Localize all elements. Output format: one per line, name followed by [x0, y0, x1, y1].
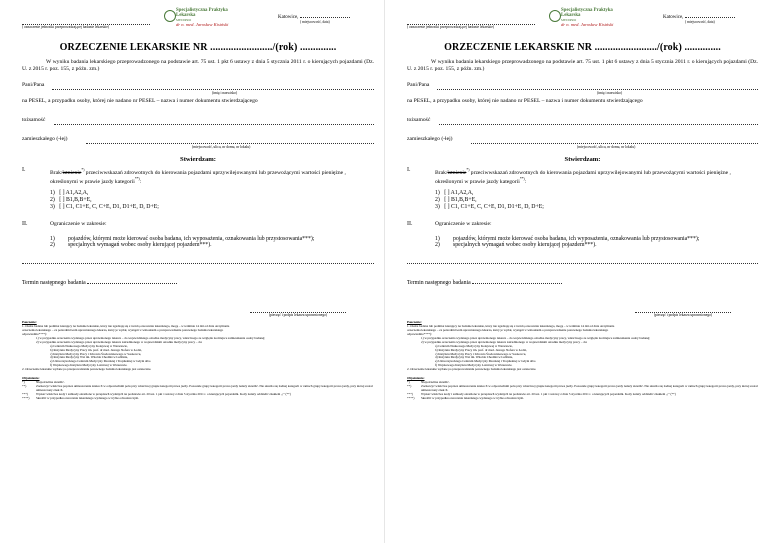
objasnienia-heading: Objaśnienia: [407, 376, 425, 381]
logo-emblem-icon [549, 10, 561, 22]
right-page [384, 0, 768, 543]
objasnienia-row [407, 397, 758, 401]
section-1-text [50, 167, 374, 186]
section-2 [22, 221, 374, 249]
pouczenie-line: a) Centrum Naukowego Medycyny Kolejowej w Warszawie, [435, 343, 513, 348]
limit-num: 1) [50, 235, 55, 242]
stwierdzam-heading: Stwierdzam: [180, 155, 216, 163]
objasnienia-heading: Objaśnienia: [22, 376, 40, 381]
note-text: Zaznaczyć właściwe poprzez umieszczenie znaku X w odpowiednim polu przy właściwej grupie kategorii prawa jazdy. Pozostałe grupy kategorii prawa jazdy należy skreślić. Nie skreśla się żadnej kategorii w ramach grupy kategorii prawa jazdy, przy której został umieszczony znak X. [36, 383, 373, 392]
logo-brand: Specjalistyczna Praktyka Lekarska [176, 8, 228, 18]
signature-block [635, 308, 731, 317]
category-item[interactable] [435, 190, 758, 197]
date-caption: ( miejscowość, data) [685, 20, 715, 24]
stamp-dotted-line [407, 18, 535, 25]
objasnienia [407, 377, 758, 400]
document-title: ORZECZENIE LEKARSKIE NR ......................../(rok) .............. [59, 42, 337, 53]
address-field[interactable] [407, 135, 758, 149]
category-item[interactable] [435, 204, 758, 211]
address-caption: (miejscowość, ulica, nr domu, nr lokalu) [577, 144, 636, 149]
note-text: Wpisać właściwe kody i subkody określone w przepisach wydanych na podstawie art. 20 ust. 1 pkt 1 ustawy z dnia 5 stycznia 2011 r. o kierujących pojazdami. Kody należy oddzielić znakiem „;” (**) [421, 391, 676, 396]
date-field[interactable] [300, 12, 350, 18]
pouczenie-line: a) Centrum Naukowego Medycyny Kolejowej w Warszawie, [50, 343, 128, 348]
section-2 [407, 221, 758, 249]
pouczenie-heading: Pouczenie: [22, 320, 37, 325]
next-exam-label: Termin następnego badania [407, 279, 471, 286]
note-key: ***) [22, 391, 28, 396]
category-num: 2) [50, 196, 55, 203]
text-end: : [139, 179, 142, 186]
header [407, 6, 758, 36]
identity-label: tożsamość [407, 116, 431, 123]
text-rest: przeciwwskazań zdrowotnych do kierowania pojazdami uprzywilejowanymi lub przewożącymi wartości pieniężne , określonymi w prawie jazdy kategorii [50, 169, 346, 186]
stamp-dotted-line [22, 18, 150, 25]
category-num: 3) [435, 203, 440, 210]
pouczenie-line: 2) w przypadku orzeczenia wydanego przez uprawnionego lekarza zatrudnionego w wojewódzkim ośrodku medycyny pracy – do: [36, 339, 203, 344]
document-title: ORZECZENIE LEKARSKIE NR ......................../(rok) .............. [444, 42, 721, 53]
identity-dotted-line[interactable] [439, 124, 758, 125]
pouczenie-line: b) Instytutu Medycyny Pracy im. prof. dr med. Jerzego Nofera w Łodzi, [435, 347, 527, 352]
limit-item [435, 242, 758, 249]
stwierdzam-heading: Stwierdzam: [564, 155, 601, 163]
category-text: [ ] B1,B,B+E, [59, 196, 92, 203]
section-2-number: II. [407, 220, 413, 227]
stamp-area [407, 18, 535, 29]
identity-field[interactable] [407, 117, 758, 127]
category-text: [ ] B1,B,B+E, [444, 196, 477, 203]
name-label: Pani/Pana [407, 81, 430, 88]
logo-doctor: dr n. med. Jarosław Kisiński [561, 22, 614, 27]
category-text: [ ] C1, C1+E, C, C+E, D1, D1+E, D, D+E; [444, 203, 544, 210]
category-item[interactable] [50, 197, 374, 204]
pouczenie-line: 1. Osoba badana lub podmiot kierujący na badanie lekarskie, który nie zgadzają się z treścią orzeczenia lekarskiego, mogą – w terminie 14 dni od dnia otrzymania [22, 324, 230, 329]
signature-caption: (pieczęć i podpis lekarza uprawnionego) [653, 312, 713, 317]
pouczenie [407, 321, 758, 372]
pouczenie-line: 2. Orzeczenie lekarskie wydane po przeprowadzeniu ponownego badania lekarskiego jest ostateczne. [22, 367, 152, 372]
legal-basis: W wyniku badania lekarskiego przeprowadzonego na podstawie art. 75 ust. 1 pkt 6 ustawy z dnia 5 stycznia 2011 r. o kierujących pojazdami (Dz. U. z 2015 r. poz. 155, z późn. zm.) [407, 59, 758, 72]
pouczenie-line: c) Instytutu Medycyny Pracy i Zdrowia Środowiskowego w Sosnowcu, [50, 351, 142, 356]
name-field[interactable] [407, 81, 758, 95]
footnote-mark-2: **) [519, 177, 525, 182]
category-text: [ ] A1,A2,A, [444, 189, 474, 196]
pouczenie-heading: Pouczenie: [407, 320, 422, 325]
category-item[interactable] [50, 204, 374, 211]
pouczenie-line: orzeczenia lekarskiego – za pośrednictwem uprawnionego lekarza, który je wydał, wystąpić z wnioskiem o przeprowadzenie ponownego badania lekarskiego [22, 328, 224, 333]
section-1-number: I. [407, 166, 411, 173]
pouczenie-line: d) Instytutu Medycyny Wsi im. Witolda Chodźki w Lublinie, [50, 355, 129, 360]
name-caption: (imię i nazwisko) [212, 90, 238, 95]
limit-text: specjalnych wymagań wobec osoby kierującej pojazdem***). [68, 242, 212, 249]
note-key: ***) [407, 391, 413, 396]
section-1 [22, 167, 374, 211]
address-label: zamieszkałego (-łej) [407, 135, 453, 142]
limits-list [50, 236, 374, 249]
pouczenie-line: e) Uniwersyteckiego Centrum Medycyny Morskiej i Tropikalnej w Gdyni albo [435, 359, 536, 364]
footnote-mark-2: **) [134, 177, 140, 182]
identity-field[interactable] [22, 117, 374, 127]
date-caption: ( miejscowość, data) [300, 20, 330, 24]
objasnienia-row [22, 397, 374, 401]
pouczenie-line: b) Instytutu Medycyny Pracy im. prof. dr med. Jerzego Nofera w Łodzi, [50, 347, 142, 352]
note-text: Zaznaczyć właściwe poprzez umieszczenie znaku X w odpowiednim polu przy właściwej grupie kategorii prawa jazdy. Pozostałe grupy kategorii prawa jazdy należy skreślić. Nie skreśla się żadnej kategorii w ramach grupy kategorii prawa jazdy, przy której został umieszczony znak X. [421, 383, 758, 392]
pesel-field[interactable] [407, 98, 758, 108]
section-1 [407, 167, 758, 211]
legal-basis: W wyniku badania lekarskiego przeprowadzonego na podstawie art. 75 ust. 1 pkt 6 ustawy z dnia 5 stycznia 2011 r. o kierujących pojazdami (Dz. U. z 2015 r. poz. 155, z późn. zm.) [22, 59, 374, 72]
identity-dotted-line[interactable] [54, 124, 374, 125]
pouczenie-line: c) Instytutu Medycyny Pracy i Zdrowia Środowiskowego w Sosnowcu, [435, 351, 527, 356]
pouczenie-line: 1) w przypadku orzeczenia wydanego przez uprawnionego lekarza – do wojewódzkiego ośrodka medycyny pracy, właściwego ze względu na miejsce zamieszkania osoby badanej; [421, 335, 651, 340]
place-date [278, 12, 374, 24]
text-struck: istnienie [447, 169, 467, 176]
category-num: 1) [435, 189, 440, 196]
section-1-text [435, 167, 758, 186]
note-key: **) [22, 383, 27, 388]
pouczenie-line: odpowiednio****): [22, 332, 47, 337]
next-exam [407, 278, 758, 286]
pouczenie-line: odpowiednio****): [407, 332, 432, 337]
section-2-heading: Ograniczenie w zakresie: [50, 220, 107, 227]
pouczenie-line: d) Instytutu Medycyny Wsi im. Witolda Chodźki w Lublinie, [435, 355, 514, 360]
limit-item [50, 242, 374, 249]
note-key: *) [407, 379, 410, 384]
identity-label: tożsamość [22, 116, 46, 123]
clinic-logo [176, 8, 244, 30]
logo-brand: Specjalistyczna Praktyka Lekarska [561, 8, 613, 18]
pouczenie-line: 2) w przypadku orzeczenia wydanego przez uprawnionego lekarza zatrudnionego w wojewódzkim ośrodku medycyny pracy – do: [421, 339, 588, 344]
pouczenie-line: orzeczenia lekarskiego – za pośrednictwem uprawnionego lekarza, który je wydał, wystąpić z wnioskiem o przeprowadzenie ponownego badania lekarskiego [407, 328, 609, 333]
section-2-number: II. [22, 220, 28, 227]
pouczenie-line: 1. Osoba badana lub podmiot kierujący na badanie lekarskie, który nie zgadzają się z treścią orzeczenia lekarskiego, mogą – w terminie 14 dni od dnia otrzymania [407, 324, 615, 329]
limits-dotted-line[interactable] [407, 259, 758, 264]
note-text: Wpisać właściwe kody i subkody określone w przepisach wydanych na podstawie art. 20 ust. 1 pkt 1 ustawy z dnia 5 stycznia 2011 r. o kierujących pojazdami. Kody należy oddzielić znakiem „;” (**) [36, 391, 291, 396]
date-field[interactable] [685, 12, 735, 18]
note-text: Niepotrzebne skreślić. [36, 379, 65, 384]
note-key: ****) [407, 395, 415, 400]
pesel-label: na PESEL, a przypadku osoby, której nie nadano nr PESEL – nazwa i numer dokumentu stwierdzającego [22, 97, 258, 104]
next-exam-field[interactable] [472, 278, 562, 284]
footnote-mark: *) [466, 167, 470, 172]
logo-sub: MEDIPRO [176, 18, 192, 22]
section-1-number: I. [22, 166, 26, 173]
note-text: Skreślić w przypadku orzeczenia lekarskiego wydanego w trybie odwoławczym. [36, 395, 139, 400]
place-name: Katowice, [278, 15, 299, 20]
pouczenie-line: f) Wojskowego Instytutu Medycyny Lotniczej w Warszawie. [50, 363, 128, 368]
clinic-logo [561, 8, 629, 30]
text-rest: przeciwwskazań zdrowotnych do kierowania pojazdami uprzywilejowanymi lub przewożącymi wartości pieniężne , określonymi w prawie jazdy kategorii [435, 169, 731, 186]
logo-emblem-icon [164, 10, 176, 22]
category-list [50, 190, 374, 211]
logo-sub: MEDIPRO [561, 18, 577, 22]
pesel-field[interactable] [22, 98, 374, 108]
stamp-caption: ( oznaczenie jednostki przeprowadzającej badanie lekarskie) [407, 25, 495, 29]
signature-caption: (pieczęć i podpis lekarza uprawnionego) [268, 312, 328, 317]
name-caption: (imię i nazwisko) [597, 90, 623, 95]
limit-num: 1) [435, 235, 440, 242]
category-item[interactable] [435, 197, 758, 204]
text-brak: Brak/ [50, 169, 63, 176]
limit-num: 2) [50, 242, 55, 249]
stamp-area [22, 18, 150, 29]
signature-block [250, 308, 346, 317]
category-text: [ ] C1, C1+E, C, C+E, D1, D1+E, D, D+E; [59, 203, 159, 210]
pouczenie-line: f) Wojskowego Instytutu Medycyny Lotniczej w Warszawie. [435, 363, 513, 368]
pouczenie-line: e) Uniwersyteckiego Centrum Medycyny Morskiej i Tropikalnej w Gdyni albo [50, 359, 151, 364]
place-name: Katowice, [663, 15, 684, 20]
footnote-mark: *) [81, 167, 85, 172]
name-label: Pani/Pana [22, 81, 45, 88]
header [22, 6, 374, 36]
pouczenie [22, 321, 374, 372]
limit-text: pojazdów, którymi może kierować osoba badana, ich wyposażenia, oznakowania lub przystosowania***); [68, 235, 315, 242]
stamp-caption: ( oznaczenie jednostki przeprowadzającej badanie lekarskie) [22, 25, 110, 29]
next-exam-label: Termin następnego badania [22, 279, 86, 286]
next-exam [22, 278, 374, 286]
note-text: Skreślić w przypadku orzeczenia lekarskiego wydanego w trybie odwoławczym. [421, 395, 524, 400]
note-key: *) [22, 379, 25, 384]
limit-text: pojazdów, którymi może kierować osoba badana, ich wyposażenia, oznakowania lub przystosowania***); [453, 235, 700, 242]
text-brak: Brak/ [435, 169, 448, 176]
text-struck: istnienie [62, 169, 82, 176]
category-num: 3) [50, 203, 55, 210]
next-exam-field[interactable] [87, 278, 177, 284]
address-field[interactable] [22, 135, 374, 149]
category-text: [ ] A1,A2,A, [59, 189, 89, 196]
address-label: zamieszkałego (-łej) [22, 135, 68, 142]
limit-num: 2) [435, 242, 440, 249]
category-list [435, 190, 758, 211]
note-text: Niepotrzebne skreślić. [421, 379, 450, 384]
note-key: ****) [22, 395, 30, 400]
text-end: : [524, 179, 527, 186]
pouczenie-line: 2. Orzeczenie lekarskie wydane po przeprowadzeniu ponownego badania lekarskiego jest ostateczne. [407, 367, 537, 372]
pouczenie-line: 1) w przypadku orzeczenia wydanego przez uprawnionego lekarza – do wojewódzkiego ośrodka medycyny pracy, właściwego ze względu na miejsce zamieszkania osoby badanej; [36, 335, 266, 340]
pesel-label: na PESEL, a przypadku osoby, której nie nadano nr PESEL – nazwa i numer dokumentu stwierdzającego [407, 97, 643, 104]
section-2-heading: Ograniczenie w zakresie: [435, 220, 492, 227]
limits-list [435, 236, 758, 249]
limit-text: specjalnych wymagań wobec osoby kierującej pojazdem***). [453, 242, 597, 249]
name-field[interactable] [22, 81, 374, 95]
note-key: **) [407, 383, 412, 388]
category-num: 1) [50, 189, 55, 196]
limits-dotted-line[interactable] [22, 259, 374, 264]
logo-doctor: dr n. med. Jarosław Kisiński [176, 22, 229, 27]
place-date [663, 12, 759, 24]
objasnienia [22, 377, 374, 400]
category-num: 2) [435, 196, 440, 203]
category-item[interactable] [50, 190, 374, 197]
address-caption: (miejscowość, ulica, nr domu, nr lokalu) [192, 144, 251, 149]
